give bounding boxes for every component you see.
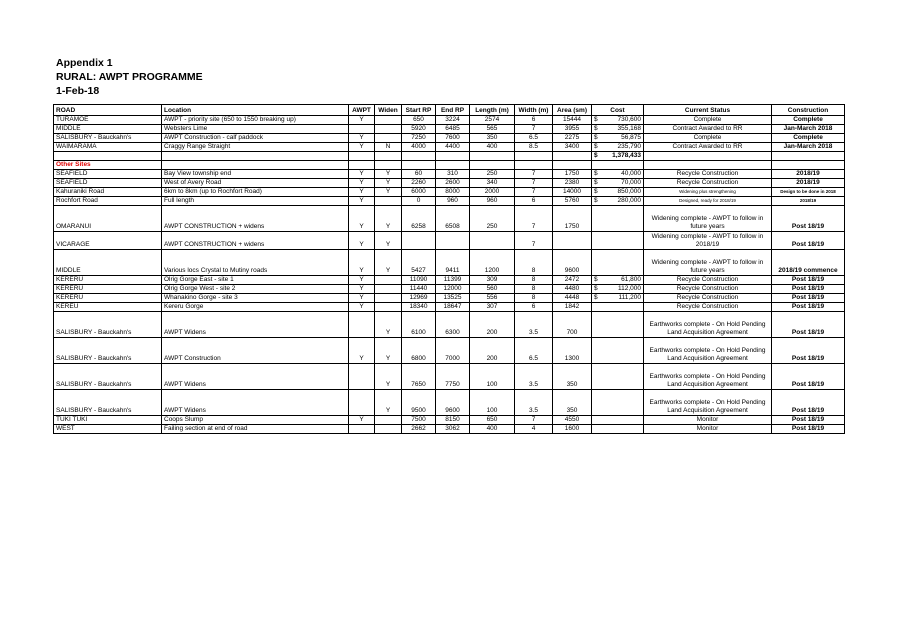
document-date: 1-Feb-18 — [56, 85, 100, 97]
cell-length: 307 — [470, 303, 515, 312]
cell-width: 8 — [515, 294, 553, 303]
cell-length: 400 — [470, 143, 515, 152]
cell-construction: Post 18/19 — [772, 232, 845, 250]
cell-location: Various locs Crystal to Mutiny roads — [162, 250, 349, 276]
col-header: AWPT — [349, 105, 375, 116]
total-cost: $ 1,378,433 — [592, 152, 644, 161]
cell-location: Bay View township end — [162, 170, 349, 179]
cell-cost — [592, 250, 644, 276]
cell-cost: $ 112,000 — [592, 285, 644, 294]
cell-length — [470, 232, 515, 250]
cell-end — [436, 232, 470, 250]
cell-length: 250 — [470, 170, 515, 179]
cell-start: 0 — [402, 197, 436, 206]
cell-construction: Complete — [772, 134, 845, 143]
cell-end: 4400 — [436, 143, 470, 152]
cell-widen: N — [375, 143, 402, 152]
cell-road: SEAFIELD — [54, 179, 162, 188]
cell-end: 6300 — [436, 312, 470, 338]
cell-end: 6508 — [436, 206, 470, 232]
cell-road: KERERU — [54, 294, 162, 303]
cell-road: KERERU — [54, 285, 162, 294]
cell-awpt: Y — [349, 303, 375, 312]
cell-status: Recycle Construction — [644, 170, 772, 179]
cell-start: 11090 — [402, 276, 436, 285]
col-header: Cost — [592, 105, 644, 116]
cell-start: 18340 — [402, 303, 436, 312]
cell-area: 15444 — [553, 116, 592, 125]
cell-width: 6 — [515, 116, 553, 125]
cell-width: 8 — [515, 250, 553, 276]
cell-area: 3400 — [553, 143, 592, 152]
cell-road: KEREU — [54, 303, 162, 312]
cell-length: 340 — [470, 179, 515, 188]
cell-construction: Post 18/19 — [772, 390, 845, 416]
cell-awpt — [349, 364, 375, 390]
cell-road: SEAFIELD — [54, 170, 162, 179]
cell-road: Kahuraniki Road — [54, 188, 162, 197]
table-row — [54, 206, 845, 232]
cell-widen: Y — [375, 312, 402, 338]
cell-cost — [592, 425, 644, 434]
cell-awpt: Y — [349, 232, 375, 250]
cell-cost — [592, 312, 644, 338]
cell-width: 7 — [515, 170, 553, 179]
cell-area: 2275 — [553, 134, 592, 143]
cell-construction: 2018/19 — [772, 179, 845, 188]
cell-width: 7 — [515, 125, 553, 134]
cell-width: 6 — [515, 197, 553, 206]
cell-location: AWPT - priority site (650 to 1550 breaking up) — [162, 116, 349, 125]
cell-end: 9600 — [436, 390, 470, 416]
cell-cost — [592, 364, 644, 390]
cell-status: Monitor — [644, 425, 772, 434]
cell-start: 5920 — [402, 125, 436, 134]
table-header-row — [54, 105, 845, 116]
cell-widen: Y — [375, 188, 402, 197]
cell-start: 7650 — [402, 364, 436, 390]
cell-length: 100 — [470, 390, 515, 416]
table-row — [54, 390, 845, 416]
cell-width: 7 — [515, 206, 553, 232]
cell-area: 350 — [553, 390, 592, 416]
cell-awpt: Y — [349, 170, 375, 179]
cell-area: 5760 — [553, 197, 592, 206]
table-row — [54, 232, 845, 250]
cell-cost: $ 61,800 — [592, 276, 644, 285]
total-row — [54, 152, 845, 161]
cell-construction: Post 18/19 — [772, 338, 845, 364]
cell-awpt: Y — [349, 197, 375, 206]
cell-location: AWPT Widens — [162, 312, 349, 338]
cell-start: 4000 — [402, 143, 436, 152]
cell-start: 9500 — [402, 390, 436, 416]
cell-status: Recycle Construction — [644, 303, 772, 312]
cell-width: 8 — [515, 285, 553, 294]
cell-area: 1750 — [553, 170, 592, 179]
cell-cost: $ 40,000 — [592, 170, 644, 179]
cell-widen: Y — [375, 206, 402, 232]
cell-end: 11399 — [436, 276, 470, 285]
cell-construction: Complete — [772, 116, 845, 125]
cell-area — [553, 232, 592, 250]
cell-end: 3062 — [436, 425, 470, 434]
cell-location: AWPT Construction — [162, 338, 349, 364]
cell-area: 1842 — [553, 303, 592, 312]
cell-widen: Y — [375, 179, 402, 188]
cell-road: SALISBURY - Bauckahn's — [54, 338, 162, 364]
cell-widen: Y — [375, 338, 402, 364]
col-header: End RP — [436, 105, 470, 116]
cell-width: 8 — [515, 276, 553, 285]
cell-end: 18647 — [436, 303, 470, 312]
cell-area: 1600 — [553, 425, 592, 434]
cell-road: SALISBURY - Bauckahn's — [54, 390, 162, 416]
cell-cost — [592, 303, 644, 312]
cell-length: 200 — [470, 312, 515, 338]
col-header: Start RP — [402, 105, 436, 116]
col-header: ROAD — [54, 105, 162, 116]
table-row — [54, 116, 845, 125]
cell-location: AWPT CONSTRUCTION + widens — [162, 206, 349, 232]
cell-awpt: Y — [349, 179, 375, 188]
cell-width: 3.5 — [515, 312, 553, 338]
cell-start: 6800 — [402, 338, 436, 364]
cell-status: Widening plus strengthening — [644, 188, 772, 197]
cell-awpt — [349, 390, 375, 416]
cell-width: 4 — [515, 425, 553, 434]
cell-location: AWPT Widens — [162, 390, 349, 416]
cell-awpt: Y — [349, 276, 375, 285]
table-row — [54, 312, 845, 338]
cell-road: KERERU — [54, 276, 162, 285]
cell-construction: 2018/19 commence — [772, 250, 845, 276]
cell-widen — [375, 285, 402, 294]
cell-width: 6.5 — [515, 338, 553, 364]
cell-status: Designed, ready for 2018/19 — [644, 197, 772, 206]
cell-construction: Post 18/19 — [772, 312, 845, 338]
cell-area: 14000 — [553, 188, 592, 197]
cell-widen: Y — [375, 364, 402, 390]
cell-length: 100 — [470, 364, 515, 390]
cell-construction: Jan-March 2018 — [772, 125, 845, 134]
cell-width: 6.5 — [515, 134, 553, 143]
cell-end: 2600 — [436, 179, 470, 188]
table-row — [54, 338, 845, 364]
cell-length: 960 — [470, 197, 515, 206]
cell-awpt: Y — [349, 206, 375, 232]
cell-end: 6485 — [436, 125, 470, 134]
table-row — [54, 416, 845, 425]
cell-length: 650 — [470, 416, 515, 425]
cell-status: Earthworks complete - On Hold Pending Land Acquisition Agreement — [644, 364, 772, 390]
cell-end: 310 — [436, 170, 470, 179]
table-row — [54, 188, 845, 197]
cell-area: 2380 — [553, 179, 592, 188]
cell-location: Failing section at end of road — [162, 425, 349, 434]
cell-location: Kereru Gorge — [162, 303, 349, 312]
cell-area: 1300 — [553, 338, 592, 364]
cell-widen — [375, 125, 402, 134]
cell-cost: $ 111,200 — [592, 294, 644, 303]
cell-start: 6100 — [402, 312, 436, 338]
programme-table — [53, 104, 845, 434]
cell-construction: Post 18/19 — [772, 416, 845, 425]
cell-cost: $ 730,600 — [592, 116, 644, 125]
cell-widen — [375, 134, 402, 143]
cell-location: 6km to 8km (up to Rochfort Road) — [162, 188, 349, 197]
cell-area: 3955 — [553, 125, 592, 134]
table-row — [54, 364, 845, 390]
cell-length: 560 — [470, 285, 515, 294]
cell-cost — [592, 232, 644, 250]
cell-location: Websters Lime — [162, 125, 349, 134]
cell-length: 309 — [470, 276, 515, 285]
cell-road: Rochfort Road — [54, 197, 162, 206]
cell-construction: Jan-March 2018 — [772, 143, 845, 152]
cell-construction: Design to be done in 2018 — [772, 188, 845, 197]
cell-length: 2574 — [470, 116, 515, 125]
col-header: Length (m) — [470, 105, 515, 116]
table-row — [54, 125, 845, 134]
table-row — [54, 197, 845, 206]
cell-cost — [592, 390, 644, 416]
cell-cost — [592, 206, 644, 232]
col-header: Width (m) — [515, 105, 553, 116]
cell-widen: Y — [375, 232, 402, 250]
cell-location: Craggy Range Straight — [162, 143, 349, 152]
cell-awpt: Y — [349, 188, 375, 197]
cell-end: 7750 — [436, 364, 470, 390]
cell-status: Widening complete - AWPT to follow in future years — [644, 206, 772, 232]
cell-widen — [375, 303, 402, 312]
cell-start — [402, 232, 436, 250]
cell-start: 6000 — [402, 188, 436, 197]
cell-status: Earthworks complete - On Hold Pending Land Acquisition Agreement — [644, 312, 772, 338]
cell-road: WAIMARAMA — [54, 143, 162, 152]
section-row — [54, 161, 845, 170]
cell-road: VICARAGE — [54, 232, 162, 250]
cell-road: SALISBURY - Bauckahn's — [54, 364, 162, 390]
cell-area: 4448 — [553, 294, 592, 303]
cell-widen: Y — [375, 170, 402, 179]
cell-location: Olrig Gorge East - site 1 — [162, 276, 349, 285]
cell-road: OMARANUI — [54, 206, 162, 232]
cell-length: 350 — [470, 134, 515, 143]
cell-area: 2472 — [553, 276, 592, 285]
cell-area: 9600 — [553, 250, 592, 276]
cell-construction: Post 18/19 — [772, 364, 845, 390]
cell-cost — [592, 338, 644, 364]
cell-cost: $ 70,000 — [592, 179, 644, 188]
cell-start: 6258 — [402, 206, 436, 232]
cell-awpt — [349, 125, 375, 134]
cell-cost: $ 280,000 — [592, 197, 644, 206]
cell-construction: Post 18/19 — [772, 206, 845, 232]
cell-status: Widening complete - AWPT to follow in 2018/19 — [644, 232, 772, 250]
cell-status: Recycle Construction — [644, 294, 772, 303]
cell-construction: Post 18/19 — [772, 294, 845, 303]
cell-status: Widening complete - AWPT to follow in future years — [644, 250, 772, 276]
cell-location: AWPT Construction - calf paddock — [162, 134, 349, 143]
cell-widen: Y — [375, 250, 402, 276]
cell-end: 8150 — [436, 416, 470, 425]
cell-area: 350 — [553, 364, 592, 390]
table-row — [54, 303, 845, 312]
cell-length: 556 — [470, 294, 515, 303]
cell-start: 60 — [402, 170, 436, 179]
cell-awpt: Y — [349, 416, 375, 425]
cell-cost: $ 850,000 — [592, 188, 644, 197]
cell-length: 565 — [470, 125, 515, 134]
col-header: Construction — [772, 105, 845, 116]
cell-start: 650 — [402, 116, 436, 125]
cell-location: Olrig Gorge West - site 2 — [162, 285, 349, 294]
section-label: Other Sites — [54, 161, 162, 170]
cell-awpt — [349, 312, 375, 338]
cell-width: 3.5 — [515, 364, 553, 390]
cell-location: Coops Slump — [162, 416, 349, 425]
cell-width: 7 — [515, 416, 553, 425]
cell-end: 9411 — [436, 250, 470, 276]
col-header: Current Status — [644, 105, 772, 116]
cell-construction: 2018/19 — [772, 197, 845, 206]
cell-status: Earthworks complete - On Hold Pending Land Acquisition Agreement — [644, 390, 772, 416]
cell-cost: $ 56,875 — [592, 134, 644, 143]
cell-location: Full length — [162, 197, 349, 206]
cell-end: 12000 — [436, 285, 470, 294]
cell-road: SALISBURY - Bauckahn's — [54, 312, 162, 338]
cell-status: Contract Awarded to RR — [644, 125, 772, 134]
cell-width: 3.5 — [515, 390, 553, 416]
cell-location: AWPT CONSTRUCTION + widens — [162, 232, 349, 250]
cell-status: Earthworks complete - On Hold Pending Land Acquisition Agreement — [644, 338, 772, 364]
cell-cost — [592, 416, 644, 425]
cell-length: 400 — [470, 425, 515, 434]
cell-length: 200 — [470, 338, 515, 364]
cell-construction: Post 18/19 — [772, 285, 845, 294]
cell-widen — [375, 197, 402, 206]
cell-widen — [375, 425, 402, 434]
cell-awpt: Y — [349, 116, 375, 125]
cell-area: 4480 — [553, 285, 592, 294]
cell-end: 7000 — [436, 338, 470, 364]
cell-end: 960 — [436, 197, 470, 206]
table-row — [54, 143, 845, 152]
cell-cost: $ 235,790 — [592, 143, 644, 152]
document-title: RURAL: AWPT PROGRAMME — [56, 71, 203, 83]
cell-start: 7250 — [402, 134, 436, 143]
cell-road: SALISBURY - Bauckahn's — [54, 134, 162, 143]
cell-road: MIDDLE — [54, 125, 162, 134]
cell-status: Recycle Construction — [644, 179, 772, 188]
cell-awpt: Y — [349, 134, 375, 143]
cell-length: 1200 — [470, 250, 515, 276]
cell-area: 1750 — [553, 206, 592, 232]
cell-start: 11440 — [402, 285, 436, 294]
cell-widen — [375, 276, 402, 285]
table-row — [54, 276, 845, 285]
cell-widen — [375, 116, 402, 125]
cell-area: 4550 — [553, 416, 592, 425]
cell-width: 8.5 — [515, 143, 553, 152]
cell-location: West of Avery Road — [162, 179, 349, 188]
table-row — [54, 285, 845, 294]
table-row — [54, 250, 845, 276]
cell-width: 7 — [515, 179, 553, 188]
cell-start: 2662 — [402, 425, 436, 434]
cell-width: 7 — [515, 232, 553, 250]
cell-widen — [375, 294, 402, 303]
appendix-label: Appendix 1 — [56, 57, 113, 69]
col-header: Location — [162, 105, 349, 116]
cell-cost: $ 355,168 — [592, 125, 644, 134]
table-row — [54, 425, 845, 434]
cell-awpt: Y — [349, 250, 375, 276]
cell-road: TUKI TUKI — [54, 416, 162, 425]
table-row — [54, 170, 845, 179]
cell-location: AWPT Widens — [162, 364, 349, 390]
cell-construction: Post 18/19 — [772, 276, 845, 285]
cell-construction: Post 18/19 — [772, 425, 845, 434]
col-header: Widen — [375, 105, 402, 116]
cell-awpt: Y — [349, 294, 375, 303]
cell-awpt: Y — [349, 143, 375, 152]
cell-width: 6 — [515, 303, 553, 312]
cell-awpt: Y — [349, 338, 375, 364]
cell-status: Recycle Construction — [644, 285, 772, 294]
cell-start: 5427 — [402, 250, 436, 276]
cell-construction: Post 18/19 — [772, 303, 845, 312]
cell-end: 7600 — [436, 134, 470, 143]
cell-width: 7 — [515, 188, 553, 197]
cell-status: Complete — [644, 116, 772, 125]
cell-road: WEST — [54, 425, 162, 434]
table-row — [54, 294, 845, 303]
cell-road: MIDDLE — [54, 250, 162, 276]
cell-widen: Y — [375, 390, 402, 416]
cell-start: 12969 — [402, 294, 436, 303]
cell-status: Recycle Construction — [644, 276, 772, 285]
cell-end: 3224 — [436, 116, 470, 125]
cell-widen — [375, 416, 402, 425]
cell-status: Monitor — [644, 416, 772, 425]
cell-awpt — [349, 425, 375, 434]
cell-construction: 2018/19 — [772, 170, 845, 179]
col-header: Area (sm) — [553, 105, 592, 116]
cell-length: 2000 — [470, 188, 515, 197]
table-row — [54, 179, 845, 188]
cell-status: Complete — [644, 134, 772, 143]
cell-start: 2260 — [402, 179, 436, 188]
cell-area: 700 — [553, 312, 592, 338]
cell-end: 13525 — [436, 294, 470, 303]
cell-awpt: Y — [349, 285, 375, 294]
table-row — [54, 134, 845, 143]
cell-start: 7500 — [402, 416, 436, 425]
cell-status: Contract Awarded to RR — [644, 143, 772, 152]
cell-road: TURAMOE — [54, 116, 162, 125]
cell-end: 8000 — [436, 188, 470, 197]
cell-length: 250 — [470, 206, 515, 232]
cell-location: Whanakino Gorge - site 3 — [162, 294, 349, 303]
